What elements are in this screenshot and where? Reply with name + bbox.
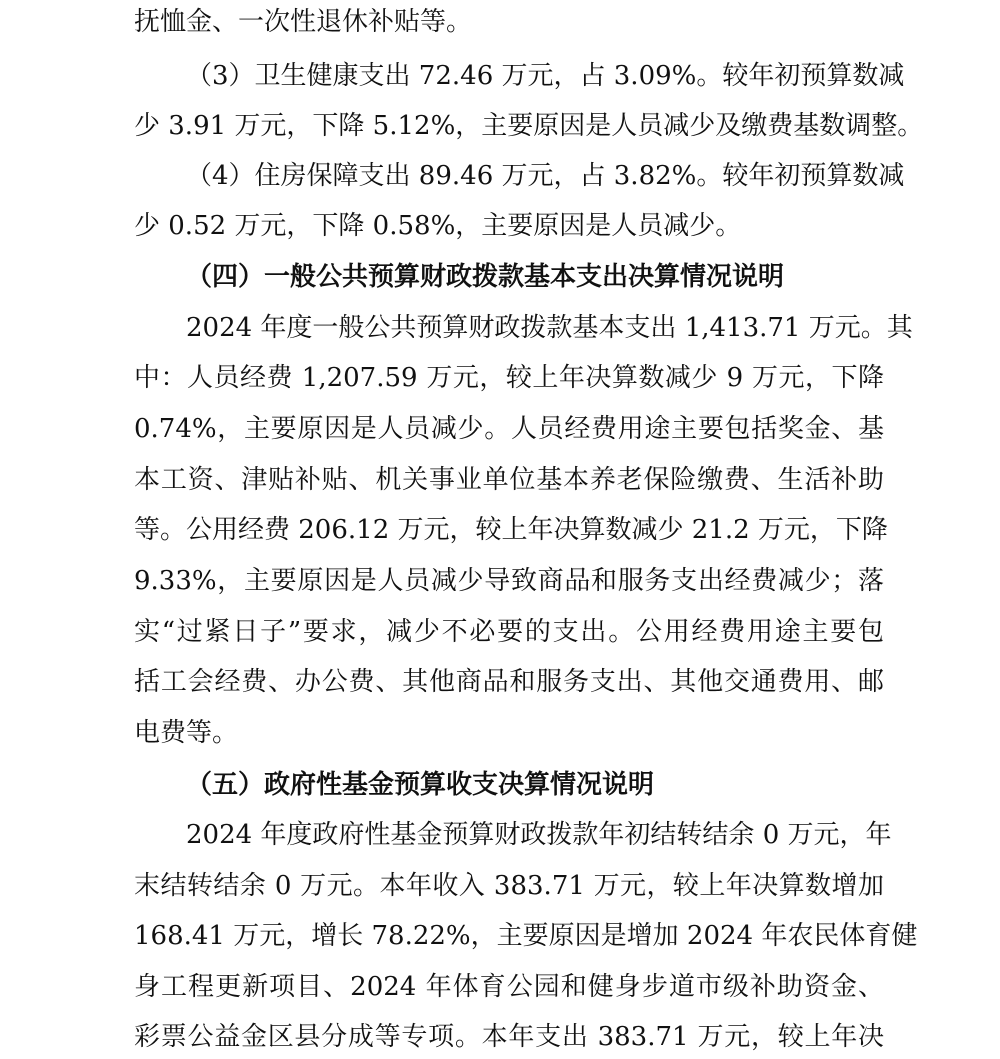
text-line: 实“过紧日子”要求，减少不必要的支出。公用经费用途主要包 xyxy=(134,617,884,647)
text-line: 2024 年度一般公共预算财政拨款基本支出 1,413.71 万元。其 xyxy=(186,313,913,343)
text-line: 抚恤金、一次性退休补贴等。 xyxy=(134,7,473,37)
text-line: 168.41 万元，增长 78.22%，主要原因是增加 2024 年农民体育健 xyxy=(134,921,918,951)
text-line: 括工会经费、办公费、其他商品和服务支出、其他交通费用、邮 xyxy=(134,667,884,697)
text-line: 本工资、津贴补贴、机关事业单位基本养老保险缴费、生活补助 xyxy=(134,465,884,495)
text-line: 少 3.91 万元，下降 5.12%，主要原因是人员减少及缴费基数调整。 xyxy=(134,111,924,141)
section-heading: （五）政府性基金预算收支决算情况说明 xyxy=(186,770,655,800)
text-line: （4）住房保障支出 89.46 万元，占 3.82%。较年初预算数减 xyxy=(186,161,905,191)
text-line: 2024 年度政府性基金预算财政拨款年初结转结余 0 万元，年 xyxy=(186,820,892,850)
text-line: 彩票公益金区县分成等专项。本年支出 383.71 万元，较上年决 xyxy=(134,1022,884,1052)
text-line: （3）卫生健康支出 72.46 万元，占 3.09%。较年初预算数减 xyxy=(186,61,905,91)
text-line: 末结转结余 0 万元。本年收入 383.71 万元，较上年决算数增加 xyxy=(134,871,884,901)
text-line: 身工程更新项目、2024 年体育公园和健身步道市级补助资金、 xyxy=(134,972,884,1002)
text-line: 0.74%，主要原因是人员减少。人员经费用途主要包括奖金、基 xyxy=(134,414,884,444)
text-line: 9.33%，主要原因是人员减少导致商品和服务支出经费减少；落 xyxy=(134,566,884,596)
section-heading: （四）一般公共预算财政拨款基本支出决算情况说明 xyxy=(186,262,785,292)
text-line: 电费等。 xyxy=(134,718,239,748)
text-line: 等。公用经费 206.12 万元，较上年决算数减少 21.2 万元，下降 xyxy=(134,515,888,545)
text-line: 中：人员经费 1,207.59 万元，较上年决算数减少 9 万元，下降 xyxy=(134,363,884,393)
text-line: 少 0.52 万元，下降 0.58%，主要原因是人员减少。 xyxy=(134,211,742,241)
